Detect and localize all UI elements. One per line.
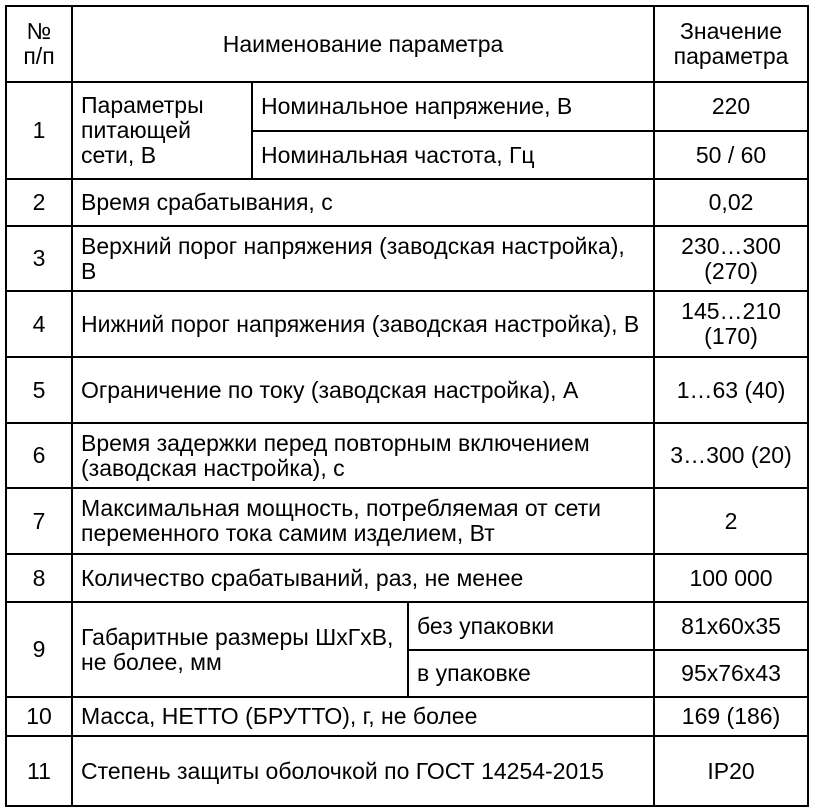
parameter-value: 100 000 (654, 554, 808, 602)
row-number: 10 (6, 697, 72, 736)
parameter-name: Время задержки перед повторным включением (заводская настройка), с (72, 423, 654, 488)
parameter-name: Степень защиты оболочкой по ГОСТ 14254-2015 (72, 736, 654, 806)
parameter-name: Количество срабатываний, раз, не менее (72, 554, 654, 602)
table-row (6, 736, 808, 806)
parameter-name: Нижний порог напряжения (заводская настройка), В (72, 291, 654, 357)
table-row (6, 423, 808, 488)
row-number: 6 (6, 423, 72, 488)
parameter-value: 145…210 (170) (654, 291, 808, 357)
sub-parameter-name: без упаковки (408, 602, 654, 650)
parameter-name: Масса, НЕТТО (БРУТТО), г, не более (72, 697, 654, 736)
table-row (6, 554, 808, 602)
parameter-name: Ограничение по току (заводская настройка), А (72, 357, 654, 423)
parameter-value: 50 / 60 (654, 131, 808, 179)
row-number: 2 (6, 179, 72, 226)
table-header-row (6, 6, 808, 82)
row-number: 11 (6, 736, 72, 806)
parameter-name: Габаритные размеры ШхГхВ, не более, мм (72, 602, 408, 697)
parameter-value: 169 (186) (654, 697, 808, 736)
parameter-value: 230…300 (270) (654, 226, 808, 291)
row-number: 3 (6, 226, 72, 291)
header-parameter-name: Наименование параметра (72, 6, 654, 82)
parameter-value: 220 (654, 82, 808, 131)
sub-parameter-name: Номинальная частота, Гц (252, 131, 654, 179)
parameter-value: 0,02 (654, 179, 808, 226)
table-row (6, 291, 808, 357)
table-row (6, 697, 808, 736)
parameter-name: Время срабатывания, с (72, 179, 654, 226)
sub-parameter-name: Номинальное напряжение, В (252, 82, 654, 131)
parameter-value: 3…300 (20) (654, 423, 808, 488)
header-parameter-value: Значение параметра (654, 6, 808, 82)
sub-parameter-name: в упаковке (408, 650, 654, 697)
parameter-name: Максимальная мощность, потребляемая от сети переменного тока самим изделием, Вт (72, 488, 654, 554)
parameters-table (5, 5, 809, 807)
row-number: 5 (6, 357, 72, 423)
parameter-value: 1…63 (40) (654, 357, 808, 423)
row-number: 8 (6, 554, 72, 602)
table-row (6, 82, 808, 131)
table-row (6, 488, 808, 554)
table-row (6, 357, 808, 423)
parameter-value: IP20 (654, 736, 808, 806)
row-number: 9 (6, 602, 72, 697)
row-number: 4 (6, 291, 72, 357)
table-row (6, 226, 808, 291)
parameter-value: 2 (654, 488, 808, 554)
parameter-name: Верхний порог напряжения (заводская настройка), В (72, 226, 654, 291)
parameter-value: 81x60x35 (654, 602, 808, 650)
row-number: 1 (6, 82, 72, 179)
row-number: 7 (6, 488, 72, 554)
parameter-value: 95x76x43 (654, 650, 808, 697)
table-row (6, 179, 808, 226)
table-row (6, 602, 808, 650)
header-num: № п/п (6, 6, 72, 82)
parameter-name: Параметры питающей сети, В (72, 82, 252, 179)
